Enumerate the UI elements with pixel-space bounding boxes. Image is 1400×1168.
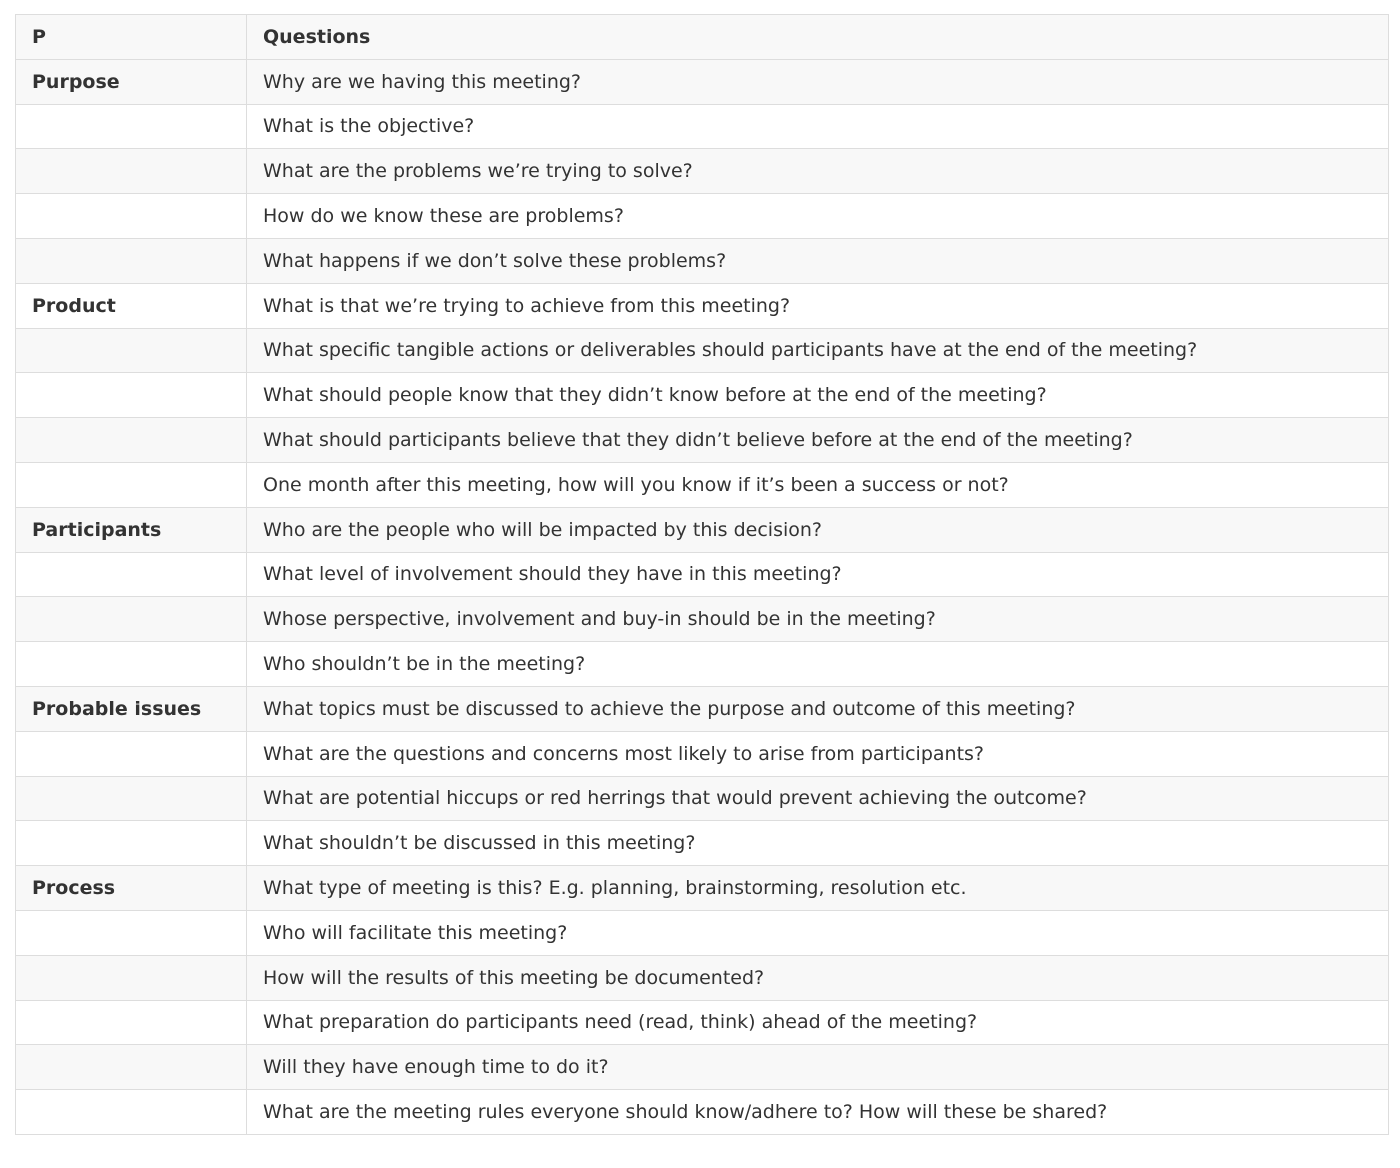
table-row bbox=[16, 1090, 1389, 1135]
category-cell bbox=[16, 910, 247, 955]
question-cell: How will the results of this meeting be documented? bbox=[247, 955, 1389, 1000]
question-cell: One month after this meeting, how will you know if it’s been a success or not? bbox=[247, 462, 1389, 507]
table-row bbox=[16, 910, 1389, 955]
category-cell bbox=[16, 552, 247, 597]
category-cell bbox=[16, 821, 247, 866]
table-row bbox=[16, 686, 1389, 731]
question-cell: How do we know these are problems? bbox=[247, 194, 1389, 239]
table-row bbox=[16, 1000, 1389, 1045]
table-row bbox=[16, 731, 1389, 776]
category-cell: Participants bbox=[16, 507, 247, 552]
category-cell bbox=[16, 1045, 247, 1090]
table-row bbox=[16, 776, 1389, 821]
table-row bbox=[16, 955, 1389, 1000]
question-cell: What shouldn’t be discussed in this meeting? bbox=[247, 821, 1389, 866]
category-cell bbox=[16, 194, 247, 239]
category-cell: Product bbox=[16, 283, 247, 328]
category-cell bbox=[16, 328, 247, 373]
question-cell: What topics must be discussed to achieve the purpose and outcome of this meeting? bbox=[247, 686, 1389, 731]
question-cell: Who shouldn’t be in the meeting? bbox=[247, 642, 1389, 687]
column-header-p: P bbox=[16, 15, 247, 60]
category-cell: Process bbox=[16, 866, 247, 911]
question-cell: What should people know that they didn’t know before at the end of the meeting? bbox=[247, 373, 1389, 418]
meeting-questions-table bbox=[15, 14, 1389, 1135]
category-cell bbox=[16, 104, 247, 149]
question-cell: Will they have enough time to do it? bbox=[247, 1045, 1389, 1090]
category-cell bbox=[16, 149, 247, 194]
table-row bbox=[16, 59, 1389, 104]
category-cell bbox=[16, 462, 247, 507]
category-cell bbox=[16, 1090, 247, 1135]
table-body bbox=[16, 59, 1389, 1134]
table-row bbox=[16, 552, 1389, 597]
question-cell: What specific tangible actions or deliverables should participants have at the end of the meeting? bbox=[247, 328, 1389, 373]
questions-table-container bbox=[15, 14, 1388, 1135]
question-cell: What preparation do participants need (read, think) ahead of the meeting? bbox=[247, 1000, 1389, 1045]
column-header-questions: Questions bbox=[247, 15, 1389, 60]
question-cell: What should participants believe that they didn’t believe before at the end of the meeting? bbox=[247, 418, 1389, 463]
question-cell: What are potential hiccups or red herrings that would prevent achieving the outcome? bbox=[247, 776, 1389, 821]
category-cell bbox=[16, 597, 247, 642]
question-cell: What level of involvement should they have in this meeting? bbox=[247, 552, 1389, 597]
category-cell bbox=[16, 1000, 247, 1045]
question-cell: Why are we having this meeting? bbox=[247, 59, 1389, 104]
category-cell: Purpose bbox=[16, 59, 247, 104]
question-cell: Whose perspective, involvement and buy-in should be in the meeting? bbox=[247, 597, 1389, 642]
question-cell: Who will facilitate this meeting? bbox=[247, 910, 1389, 955]
question-cell: What type of meeting is this? E.g. planning, brainstorming, resolution etc. bbox=[247, 866, 1389, 911]
table-row bbox=[16, 821, 1389, 866]
category-cell bbox=[16, 776, 247, 821]
table-row bbox=[16, 1045, 1389, 1090]
table-row bbox=[16, 104, 1389, 149]
category-cell: Probable issues bbox=[16, 686, 247, 731]
category-cell bbox=[16, 373, 247, 418]
table-row bbox=[16, 597, 1389, 642]
table-row bbox=[16, 866, 1389, 911]
question-cell: What is that we’re trying to achieve from this meeting? bbox=[247, 283, 1389, 328]
question-cell: What is the objective? bbox=[247, 104, 1389, 149]
table-row bbox=[16, 149, 1389, 194]
table-row bbox=[16, 373, 1389, 418]
question-cell: What are the meeting rules everyone should know/adhere to? How will these be shared? bbox=[247, 1090, 1389, 1135]
category-cell bbox=[16, 731, 247, 776]
header-row bbox=[16, 15, 1389, 60]
table-row bbox=[16, 238, 1389, 283]
category-cell bbox=[16, 642, 247, 687]
category-cell bbox=[16, 418, 247, 463]
table-row bbox=[16, 507, 1389, 552]
table-row bbox=[16, 283, 1389, 328]
table-row bbox=[16, 642, 1389, 687]
category-cell bbox=[16, 238, 247, 283]
table-row bbox=[16, 462, 1389, 507]
question-cell: Who are the people who will be impacted by this decision? bbox=[247, 507, 1389, 552]
category-cell bbox=[16, 955, 247, 1000]
table-row bbox=[16, 194, 1389, 239]
question-cell: What are the problems we’re trying to solve? bbox=[247, 149, 1389, 194]
question-cell: What happens if we don’t solve these problems? bbox=[247, 238, 1389, 283]
table-row bbox=[16, 328, 1389, 373]
table-row bbox=[16, 418, 1389, 463]
question-cell: What are the questions and concerns most likely to arise from participants? bbox=[247, 731, 1389, 776]
